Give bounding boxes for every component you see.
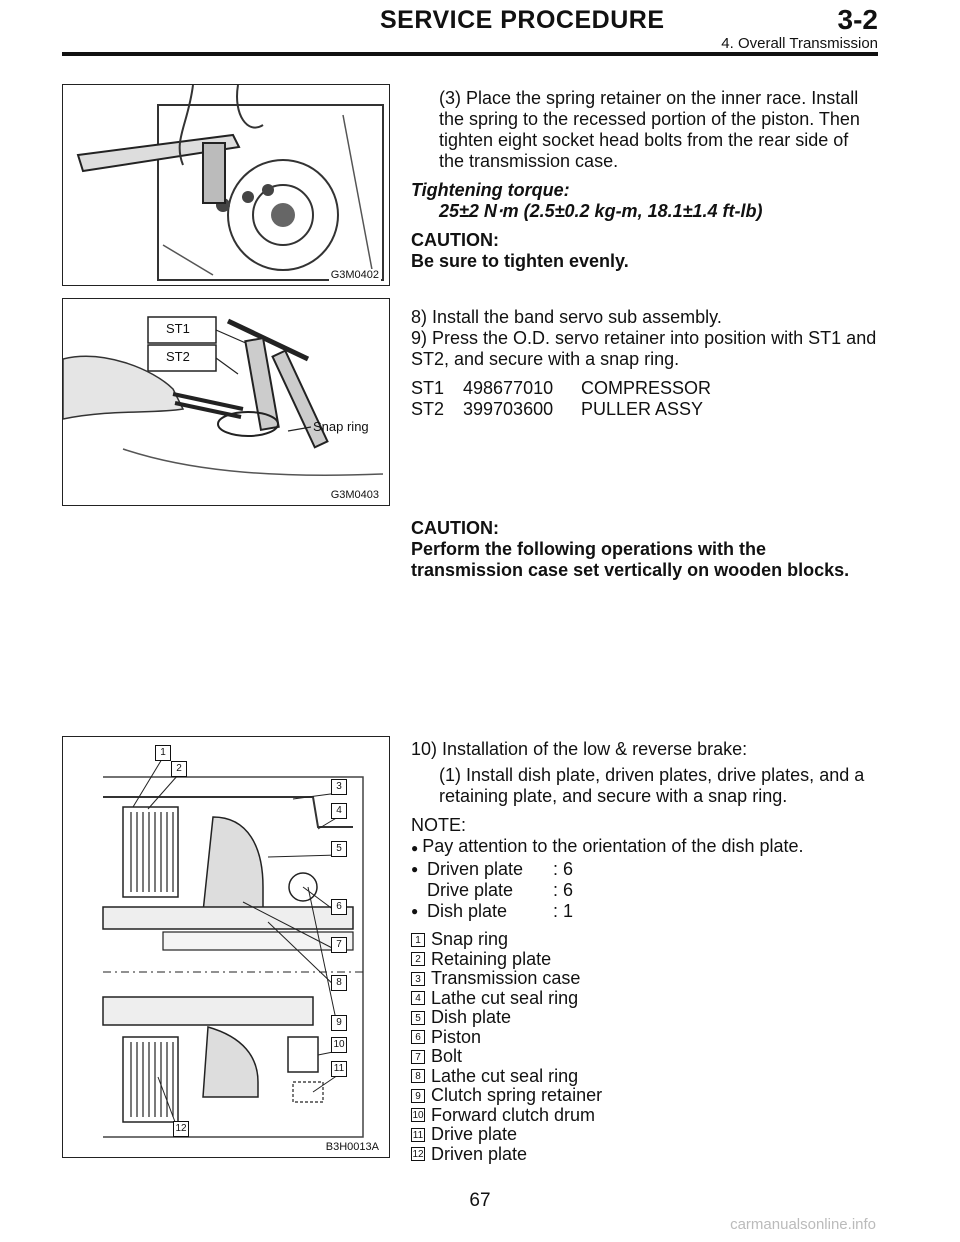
plate-counts [411,859,877,922]
bullet-icon: ● [411,904,419,918]
caution-text: Perform the following operations with the transmission case set vertically on wooden blocks. [411,539,850,580]
callout-1: 1 [155,745,171,761]
legend-number: 1 [411,933,425,947]
caution-label: CAUTION: [411,230,499,250]
tool-part: 498677010 [463,378,554,398]
callout-snap-ring: Snap ring [313,419,369,434]
plate-count-row [411,880,877,901]
callout-4: 4 [331,803,347,819]
plate-count: : 6 [553,859,574,879]
note-item: ● Pay attention to the orientation of the dish plate. [411,836,804,856]
legend-item [411,1125,877,1145]
callout-st1: ST1 [166,321,190,336]
figure-g3m0403 [62,298,390,506]
figure-b3h0013a [62,736,390,1158]
callout-8: 8 [331,975,347,991]
tool-row [411,378,877,399]
legend-text: Retaining plate [431,948,552,969]
step-10: 10) Installation of the low & reverse brake: [411,739,748,759]
watermark: carmanualsonline.info [730,1216,876,1233]
step-3: (3) Place the spring retainer on the inner race. Install the spring to the recessed portion of the piston. Then tighten eight socket head bolts from the rear side of the transmission case. [439,88,860,171]
tool-part: 399703600 [463,399,554,419]
header-title: SERVICE PROCEDURE [380,6,665,34]
legend-number: 6 [411,1030,425,1044]
legend-text: Driven plate [431,1143,528,1164]
legend-text: Transmission case [431,968,581,989]
legend-text: Bolt [431,1046,463,1067]
legend-item [411,1086,877,1106]
figure-illustration [63,85,390,286]
callout-5: 5 [331,841,347,857]
section-1 [411,88,877,272]
bullet-icon: ● [411,841,419,855]
section-number: 3-2 [837,4,878,35]
figure-illustration [63,299,390,506]
plate-name: Driven plate [427,859,524,879]
torque-label: Tightening torque: [411,180,570,200]
header-rule [62,52,878,56]
callout-9: 9 [331,1015,347,1031]
section-3 [411,739,877,1164]
callout-2: 2 [171,761,187,777]
legend-text: Forward clutch drum [431,1104,596,1125]
callout-7: 7 [331,937,347,953]
callout-3: 3 [331,779,347,795]
figure-label: B3H0013A [325,1141,379,1153]
plate-count: : 1 [553,901,574,921]
leader-line [148,775,178,809]
caution-label: CAUTION: [411,518,499,538]
figure-label: G3M0402 [330,269,379,281]
legend-item [411,1028,877,1048]
legend-text: Lathe cut seal ring [431,1065,579,1086]
callout-6: 6 [331,899,347,915]
legend-text: Snap ring [431,929,509,950]
plate-count-row [411,859,877,880]
legend-item [411,969,877,989]
legend-text: Dish plate [431,1007,512,1028]
leader-line [313,1075,338,1092]
plate-name: Drive plate [427,880,514,900]
legend-number: 11 [412,1129,424,1141]
header-subtitle: 4. Overall Transmission [721,35,878,52]
legend-number: 2 [411,952,425,966]
tool-name: PULLER ASSY [581,399,704,419]
figure-g3m0402 [62,84,390,286]
tool-id: ST2 [411,399,445,419]
legend-text: Drive plate [431,1124,518,1145]
caution-block [411,518,877,581]
legend-text: Lathe cut seal ring [431,987,579,1008]
legend-number: 8 [411,1069,425,1083]
legend-text: Clutch spring retainer [431,1085,603,1106]
caution-text: Be sure to tighten evenly. [411,251,629,271]
legend-item [411,1067,877,1087]
tool-name: COMPRESSOR [581,378,712,398]
callout-11: 11 [331,1061,347,1077]
legend-text: Piston [431,1026,482,1047]
callout-st2: ST2 [166,349,190,364]
figure-label: G3M0403 [330,489,379,501]
plate-count: : 6 [553,880,574,900]
legend [411,930,877,1164]
bullet-icon [411,880,427,901]
tool-id: ST1 [411,378,445,398]
step-9: 9) Press the O.D. servo retainer into position with ST1 and ST2, and secure with a snap ring. [411,328,877,369]
legend-item [411,1008,877,1028]
leader-line [133,759,162,807]
note-label: NOTE: [411,815,467,835]
plate-count-row [411,901,877,922]
torque-value: 25±2 N⋅m (2.5±0.2 kg-m, 18.1±1.4 ft-lb) [439,201,763,221]
tool-row [411,399,877,420]
section-2 [411,307,877,420]
legend-item [411,989,877,1009]
legend-item [411,930,877,950]
callout-12: 12 [173,1121,189,1137]
legend-number: 9 [411,1089,425,1103]
leader-line [268,855,338,857]
legend-item [411,1145,877,1165]
step-8: 8) Install the band servo sub assembly. [411,307,722,327]
callout-10: 10 [331,1037,347,1053]
legend-number: 3 [411,972,425,986]
page-number: 67 [469,1190,491,1211]
legend-item [411,1047,877,1067]
legend-number: 4 [411,991,425,1005]
legend-number: 7 [411,1050,425,1064]
legend-item [411,1106,877,1126]
legend-item [411,950,877,970]
legend-number: 12 [412,1149,424,1161]
legend-number: 10 [412,1110,424,1122]
plate-name: Dish plate [427,901,508,921]
step-10-1: (1) Install dish plate, driven plates, drive plates, and a retaining plate, and secure with a snap ring. [439,765,865,806]
bullet-icon: ● [411,862,419,876]
legend-number: 5 [411,1011,425,1025]
